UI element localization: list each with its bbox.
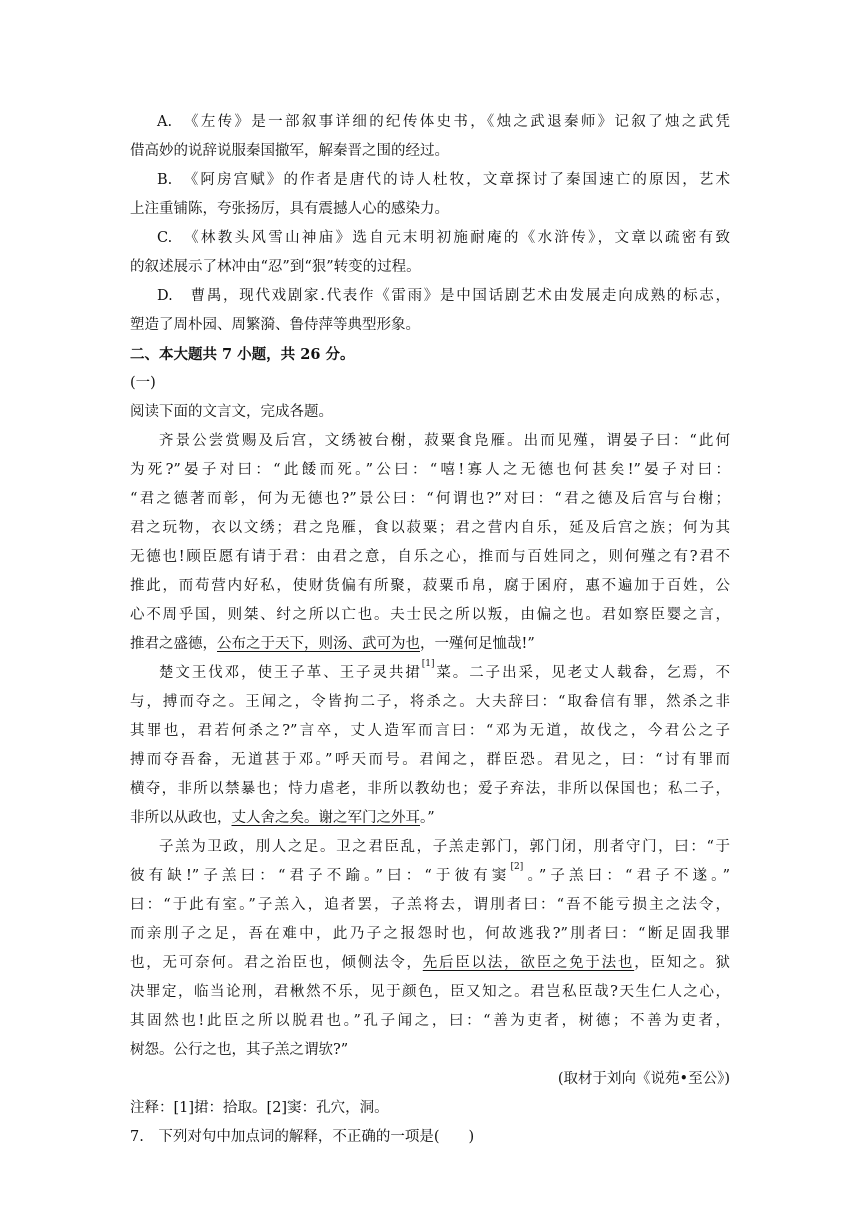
subsection-label: (一) [130,375,156,391]
passage-line: 搏而夺吾畚，无道甚于邓。”呼天而号。君闻之，群臣恐。君见之，曰：“讨有罪而 [130,752,730,768]
option-line: 的叙述展示了林冲由“忍”到“狠”转变的过程。 [130,259,421,275]
passage-line: “君之德著而彰，何为无德也?”景公曰：“何谓也?”对曰：“君之德及后宫与台榭； [130,491,730,507]
passage-line: 曰：“于此有室。”子羔入，追者罢，子羔将去，谓刖者曰：“吾不能亏损主之法令， [130,897,730,913]
underlined-sentence: 先后臣以法，欲臣之免于法也 [422,955,635,971]
text-run: 。” [420,810,435,826]
text-run: ，一殣何足恤哉!” [420,636,535,652]
option-line: B. 《阿房宫赋》的作者是唐代的诗人杜牧，文章探讨了秦国速亡的原因，艺术 [157,172,730,188]
footnotes: 注释：[1]捃：拾取。[2]窦：孔穴，洞。 [130,1100,389,1116]
section-heading: 二、本大题共 7 小题，共 26 分。 [130,346,355,363]
passage-line: 树怨。公行之也，其子羔之谓欤?” [130,1042,349,1058]
passage-line [130,659,730,688]
text-run: 楚文王伐邓，使王子革、王子灵共捃 [159,665,422,681]
footnote-marker: [2] [510,862,524,872]
text-run: 彼有缺!”子羔曰：“君子不踰。”曰：“于彼有窦 [130,868,511,884]
passage-line: 心不周乎国，则桀、纣之所以亡也。夫士民之所以叛，由偏之也。君如察臣婴之言， [130,607,730,623]
passage-line: 推此，而苟营内好私，使财货偏有所聚，菽粟币帛，腐于囷府，惠不遍加于百姓，公 [130,578,730,594]
passage-3 [130,833,730,1065]
footnote-marker: [1] [421,659,435,669]
passage-line [130,630,730,659]
passage-line [130,949,730,978]
text-run: 非所以从政也， [130,810,232,826]
instruction: 阅读下面的文言文，完成各题。 [130,404,333,420]
option-line: C. 《林教头风雪山神庙》选自元末明初施耐庵的《水浒传》，文章以疏密有致 [157,230,730,246]
source-citation: (取材于刘向《说苑•至公》) [557,1071,730,1087]
passage-line: 无德也!顾臣愿有请于君：由君之意，自乐之心，推而与百姓同之，则何殣之有?君不 [130,549,730,565]
passage-line: 君之玩物，衣以文绣；君之凫雁，食以菽粟；君之营内自乐，延及后宫之族；何为其 [130,520,730,536]
passage-line: 其固然也!此臣之所以脱君也。”孔子闻之，曰：“善为吏者，树德；不善为吏者， [130,1013,730,1029]
text-run: 推君之盛德， [130,636,217,652]
option-line: D. 曹禺，现代戏剧家.代表作《雷雨》是中国话剧艺术由发展走向成熟的标志， [157,288,730,304]
option-line: 上注重铺陈，夸张扬厉，具有震撼人心的感染力。 [130,201,449,217]
text-run: 也，无可奈何。君之治臣也，倾侧法令， [130,955,423,971]
passage-line: 决罪定，临当论刑，君楸然不乐，见于颜色，臣又知之。君岂私臣哉?天生仁人之心， [130,984,730,1000]
option-d [130,282,730,340]
document-content [130,108,730,1152]
option-line: 塑造了周朴园、周繁漪、鲁侍萍等典型形象。 [130,317,420,333]
passage-line: 横夺，非所以禁暴也；恃力虐老，非所以教幼也；爱子弃法，非所以保国也；私二子， [130,781,730,797]
underlined-sentence: 公布之于天下，则汤、武可为也 [217,636,420,652]
option-line: 借高妙的说辞说服秦国撤军，解秦晋之围的经过。 [130,143,449,159]
passage-line [130,804,730,833]
text-run: ，臣知之。狱 [634,955,731,971]
underlined-sentence: 丈人舍之矣。谢之军门之外耳 [231,810,420,826]
passage-line: 为死?”晏子对曰：“此餧而死。”公曰：“嘻!寡人之无德也何甚矣!”晏子对曰： [130,462,730,478]
option-b [130,166,730,224]
question-7: 7. 下列对句中加点词的解释，不正确的一项是( ) [130,1129,475,1145]
passage-line: 齐景公尝赏赐及后宫，文绣被台榭，菽粟食凫雁。出而见殣，谓晏子曰：“此何 [159,433,730,449]
option-a [130,108,730,166]
passage-line: 其罪也，君若何杀之?”言卒，丈人造军而言曰：“邓为无道，故伐之，今君公之子 [130,723,730,739]
passage-line: 而亲刖子之足，吾在难中，此乃子之报怨时也，何故逃我?”刖者曰：“断足固我罪 [130,926,730,942]
option-line: A. 《左传》是一部叙事详细的纪传体史书，《烛之武退秦师》记叙了烛之武凭 [157,114,730,130]
option-c [130,224,730,282]
passage-1 [130,427,730,659]
passage-line [130,862,730,891]
passage-line: 子羔为卫政，刖人之足。卫之君臣乱，子羔走郭门，郭门闭，刖者守门，曰：“于 [159,839,730,855]
passage-line: 与，搏而夺之。王闻之，令皆拘二子，将杀之。大夫辞曰：“取畚信有罪，然杀之非 [130,694,730,710]
text-run: 菜。二子出采，见老丈人载畚，乞焉，不 [434,665,731,681]
text-run: 。”子羔曰：“君子不遂。” [523,868,730,884]
passage-2 [130,659,730,833]
